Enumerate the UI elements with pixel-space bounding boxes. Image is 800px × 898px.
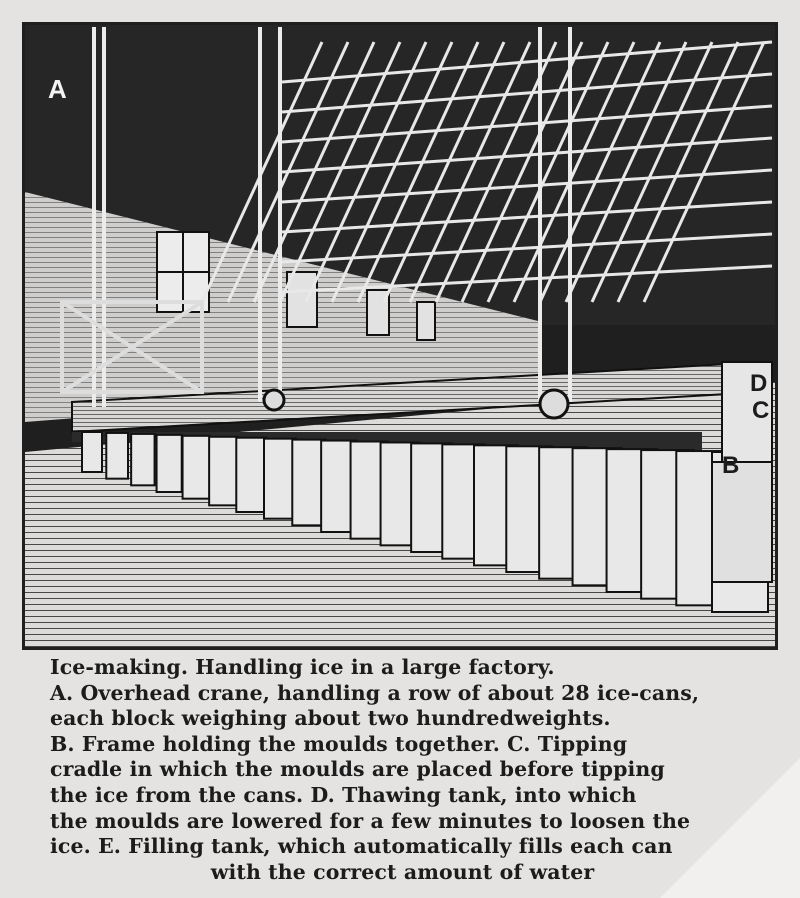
ice-block — [131, 434, 154, 485]
caption-line: with the correct amount of water — [210, 859, 595, 884]
ice-block — [183, 436, 210, 499]
engraving — [22, 22, 778, 650]
label-c: C — [752, 397, 770, 424]
label-a: A — [48, 74, 67, 104]
page-corner-fold — [660, 758, 800, 898]
caption-line: the moulds are lowered for a few minutes to loosen the — [50, 808, 691, 833]
caption-line: each block weighing about two hundredweights. — [50, 706, 611, 731]
label-b: B — [722, 452, 740, 479]
caption-line: A. Overhead crane, handling a row of about 28 ice-cans, — [50, 680, 700, 705]
caption-line: cradle in which the moulds are placed before tipping — [50, 757, 665, 782]
caption-line: ice. E. Filling tank, which automatically fills each can — [50, 834, 673, 859]
caption-line: B. Frame holding the moulds together. C. Tipping — [50, 731, 628, 756]
figure-caption — [50, 655, 755, 885]
ice-block — [106, 433, 128, 479]
ice-block — [264, 439, 296, 519]
ice-block — [209, 437, 238, 506]
label-d: D — [750, 370, 768, 397]
caption-line: Ice-making. Handling ice in a large factory. — [50, 655, 555, 679]
ice-block — [236, 438, 266, 512]
caption-line: the ice from the cans. D. Thawing tank, into which — [50, 782, 637, 807]
ice-block — [157, 435, 182, 492]
ice-factory-illustration — [22, 22, 778, 650]
ice-block — [82, 432, 102, 472]
